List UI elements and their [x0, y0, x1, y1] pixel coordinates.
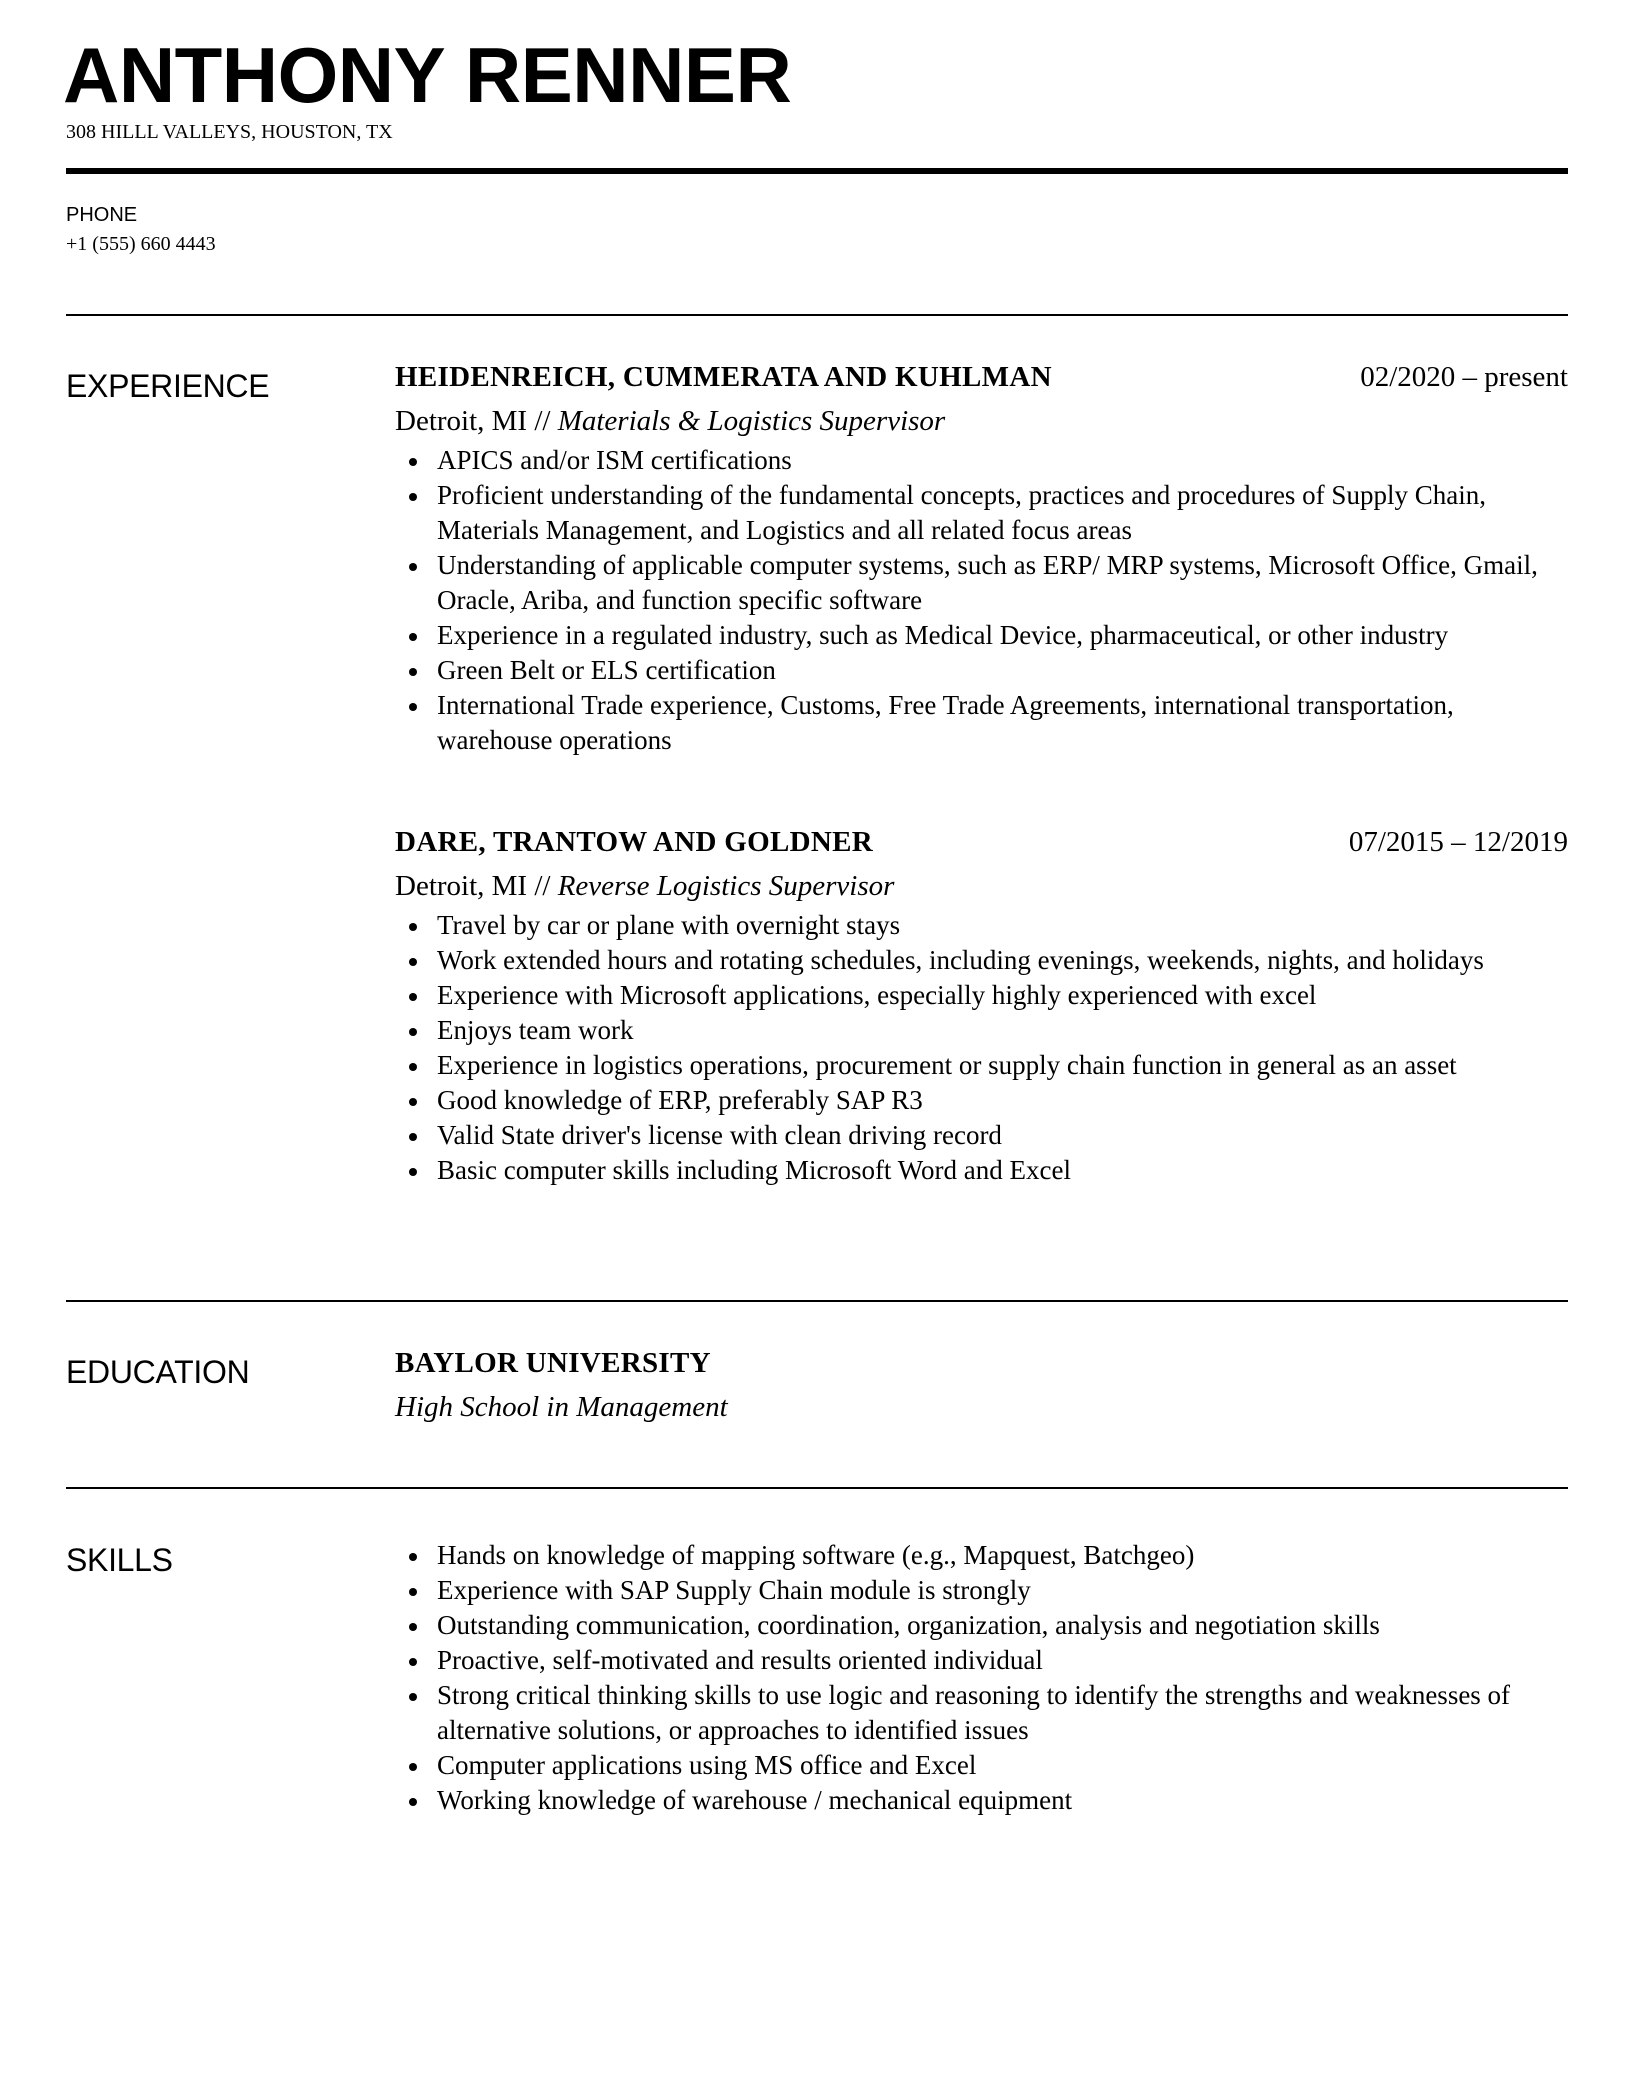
header-divider: [66, 168, 1568, 174]
job-dates: 07/2015 – 12/2019: [1348, 826, 1568, 858]
list-item: Strong critical thinking skills to use logic and reasoning to identify the strengths and weaknesses of alternative solutions, or approaches to identified issues: [395, 1678, 1568, 1748]
job-bullets: [395, 443, 1568, 758]
education-entry: [395, 1347, 1568, 1427]
list-item: Green Belt or ELS certification: [395, 653, 1568, 688]
education-header: [395, 1347, 1568, 1387]
phone-value: +1 (555) 660 4443: [66, 233, 216, 255]
candidate-address: 308 HILLL VALLEYS, HOUSTON, TX: [66, 121, 393, 143]
phone-label: PHONE: [66, 204, 138, 226]
list-item: International Trade experience, Customs, Free Trade Agreements, international transportation, warehouse operations: [395, 688, 1568, 758]
job-company: DARE, TRANTOW AND GOLDNER: [395, 826, 874, 858]
list-item: Basic computer skills including Microsoft Word and Excel: [395, 1153, 1568, 1188]
job-entry: [395, 361, 1568, 758]
list-item: Proficient understanding of the fundamental concepts, practices and procedures of Supply Chain, Materials Management, and Logistics and all related focus areas: [395, 478, 1568, 548]
job-entry: [395, 826, 1568, 1188]
job-location: Detroit, MI: [395, 405, 528, 437]
list-item: Outstanding communication, coordination, organization, analysis and negotiation skills: [395, 1608, 1568, 1643]
job-role: Materials & Logistics Supervisor: [557, 405, 946, 437]
education-school: BAYLOR UNIVERSITY: [395, 1347, 711, 1379]
job-role: Reverse Logistics Supervisor: [557, 870, 895, 902]
section-divider: [66, 1300, 1568, 1302]
list-item: Experience in logistics operations, procurement or supply chain function in general as an asset: [395, 1048, 1568, 1083]
list-item: Enjoys team work: [395, 1013, 1568, 1048]
job-location: Detroit, MI: [395, 870, 528, 902]
job-header: [395, 361, 1568, 401]
skills-heading: SKILLS: [66, 1542, 173, 1578]
list-item: Hands on knowledge of mapping software (e.g., Mapquest, Batchgeo): [395, 1538, 1568, 1573]
list-item: Working knowledge of warehouse / mechanical equipment: [395, 1783, 1568, 1818]
education-degree: High School in Management: [395, 1391, 728, 1423]
candidate-name: ANTHONY RENNER: [63, 31, 792, 119]
job-dates: 02/2020 – present: [1360, 361, 1568, 393]
section-divider: [66, 1487, 1568, 1489]
job-separator: //: [527, 405, 558, 437]
job-location-role: [395, 866, 1568, 906]
skills-list: [395, 1538, 1568, 1818]
job-bullets: [395, 908, 1568, 1188]
job-header: [395, 826, 1568, 866]
list-item: Understanding of applicable computer systems, such as ERP/ MRP systems, Microsoft Office, Gmail, Oracle, Ariba, and function specific software: [395, 548, 1568, 618]
list-item: Travel by car or plane with overnight stays: [395, 908, 1568, 943]
list-item: Computer applications using MS office and Excel: [395, 1748, 1568, 1783]
job-separator: //: [527, 870, 558, 902]
skills-entry: [395, 1538, 1568, 1818]
list-item: Proactive, self-motivated and results oriented individual: [395, 1643, 1568, 1678]
list-item: Experience with SAP Supply Chain module is strongly: [395, 1573, 1568, 1608]
list-item: Experience with Microsoft applications, especially highly experienced with excel: [395, 978, 1568, 1013]
list-item: APICS and/or ISM certifications: [395, 443, 1568, 478]
list-item: Valid State driver's license with clean driving record: [395, 1118, 1568, 1153]
list-item: Good knowledge of ERP, preferably SAP R3: [395, 1083, 1568, 1118]
section-divider: [66, 314, 1568, 316]
list-item: Work extended hours and rotating schedules, including evenings, weekends, nights, and holidays: [395, 943, 1568, 978]
list-item: Experience in a regulated industry, such as Medical Device, pharmaceutical, or other industry: [395, 618, 1568, 653]
education-heading: EDUCATION: [66, 1354, 250, 1390]
job-company: HEIDENREICH, CUMMERATA AND KUHLMAN: [395, 361, 1052, 393]
job-location-role: [395, 401, 1568, 441]
experience-heading: EXPERIENCE: [66, 368, 270, 404]
